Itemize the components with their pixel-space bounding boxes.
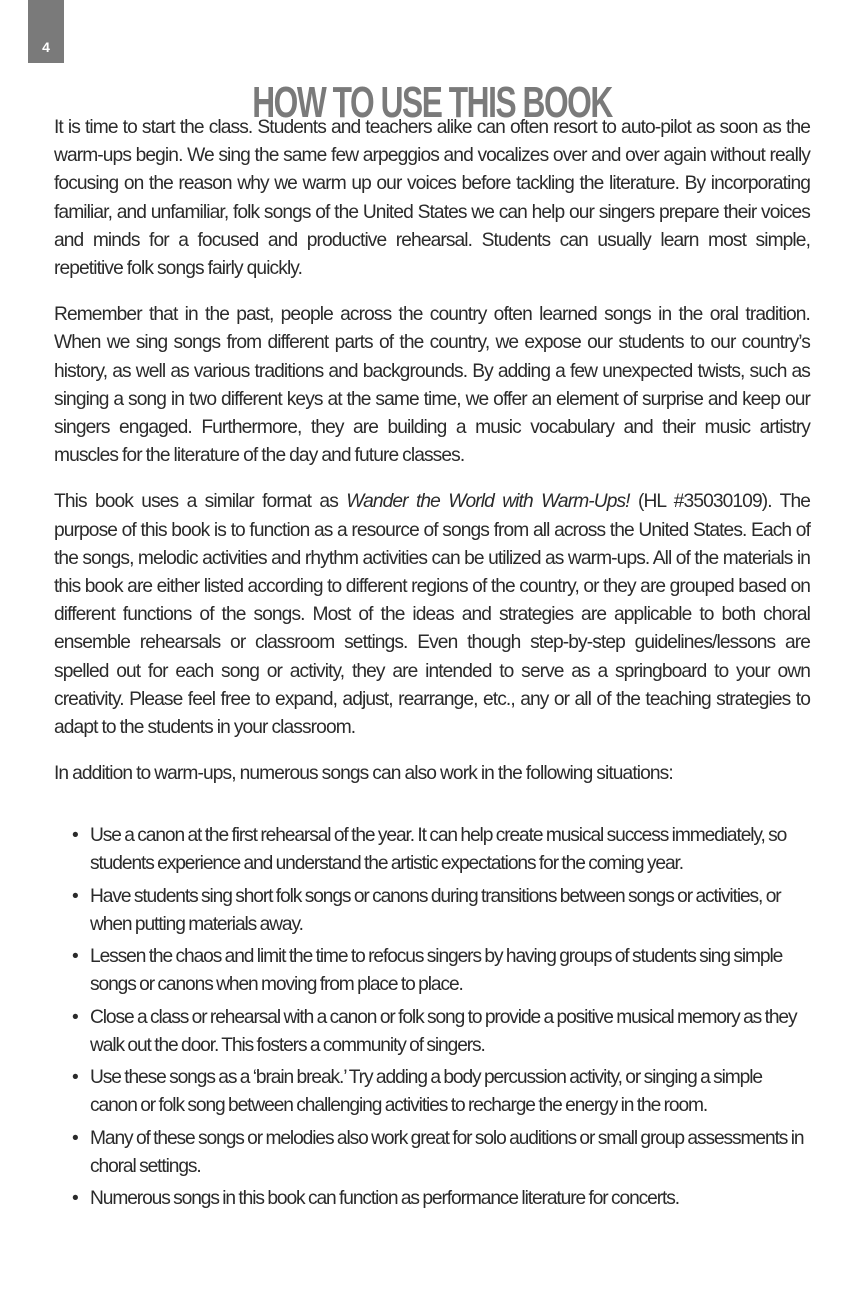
bullet-icon: • — [72, 946, 78, 968]
bullet-icon: • — [72, 1067, 78, 1089]
body-content — [54, 114, 810, 1218]
bullet-icon: • — [72, 1188, 78, 1210]
list-item-text: Many of these songs or melodies also work great for solo auditions or small group assessments in choral settings. — [90, 1127, 804, 1177]
paragraph-format — [54, 488, 810, 742]
situations-list — [54, 822, 810, 1213]
bullet-icon: • — [72, 1127, 78, 1149]
list-item — [72, 1004, 810, 1060]
format-text-before: This book uses a similar format as — [54, 491, 347, 513]
list-item — [72, 1185, 810, 1213]
page-number-tab — [28, 0, 64, 63]
paragraph-intro: It is time to start the class. Students and teachers alike can often resort to auto-pilot as soon as the warm-ups begin. We sing the same few arpeggios and vocalizes over and over again without really focusing on the reason why we warm up our voices before tackling the literature. By incorporating familiar, and unfamiliar, folk songs of the United States we can help our singers prepare their voices and minds for a focused and productive rehearsal. Students can usually learn most simple, repetitive folk songs fairly quickly. — [54, 117, 810, 280]
list-item-text: Use a canon at the first rehearsal of the year. It can help create musical success immediately, so students experience and understand the artistic expectations for the coming year. — [90, 825, 787, 875]
paragraph-situations-lead: In addition to warm-ups, numerous songs can also work in the following situations: — [54, 763, 673, 785]
list-item — [72, 822, 810, 878]
page-title: HOW TO USE THIS BOOK — [252, 78, 612, 128]
list-item — [72, 1125, 810, 1181]
list-item — [72, 943, 810, 999]
bullet-icon: • — [72, 825, 78, 847]
list-item-text: Numerous songs in this book can function as performance literature for concerts. — [90, 1188, 679, 1210]
list-item-text: Lessen the chaos and limit the time to refocus singers by having groups of students sing simple songs or canons when moving from place to place. — [90, 946, 783, 996]
bullet-icon: • — [72, 1006, 78, 1028]
page-number: 4 — [42, 39, 50, 55]
book-title-reference: Wander the World with Warm-Ups! — [346, 491, 630, 513]
paragraph-oral-tradition: Remember that in the past, people across the country often learned songs in the oral tradition. When we sing songs from different parts of the country, we expose our students to our country’s history, as well as various traditions and backgrounds. By adding a few unexpected twists, such as singing a song in two different keys at the same time, we offer an element of surprise and keep our singers engaged. Furthermore, they are building a music vocabulary and their music artistry muscles for the literature of the day and future classes. — [54, 304, 810, 467]
list-item-text: Use these songs as a ‘brain break.’ Try adding a body percussion activity, or singing a simple canon or folk song between challenging activities to recharge the energy in the room. — [90, 1067, 762, 1117]
bullet-icon: • — [72, 885, 78, 907]
list-item — [72, 1064, 810, 1120]
format-text-after: (HL #35030109). The purpose of this book is to function as a resource of songs from all across the United States. Each of the songs, melodic activities and rhythm activities can be utilized as warm-ups. All of the materials in this book are either listed according to different regions of the country, or they are grouped based on different functions of the songs. Most of the ideas and strategies are applicable to both choral ensemble rehearsals or classroom settings. Even though step-by-step guidelines/lessons are spelled out for each song or activity, they are intended to serve as a springboard to your own creativity. Please feel free to expand, adjust, rearrange, etc., any or all of the teaching strategies to adapt to the students in your classroom. — [54, 491, 810, 739]
list-item-text: Close a class or rehearsal with a canon or folk song to provide a positive musical memory as they walk out the door. This fosters a community of singers. — [90, 1006, 797, 1056]
list-item — [72, 883, 810, 939]
list-item-text: Have students sing short folk songs or canons during transitions between songs or activities, or when putting materials away. — [90, 885, 781, 935]
